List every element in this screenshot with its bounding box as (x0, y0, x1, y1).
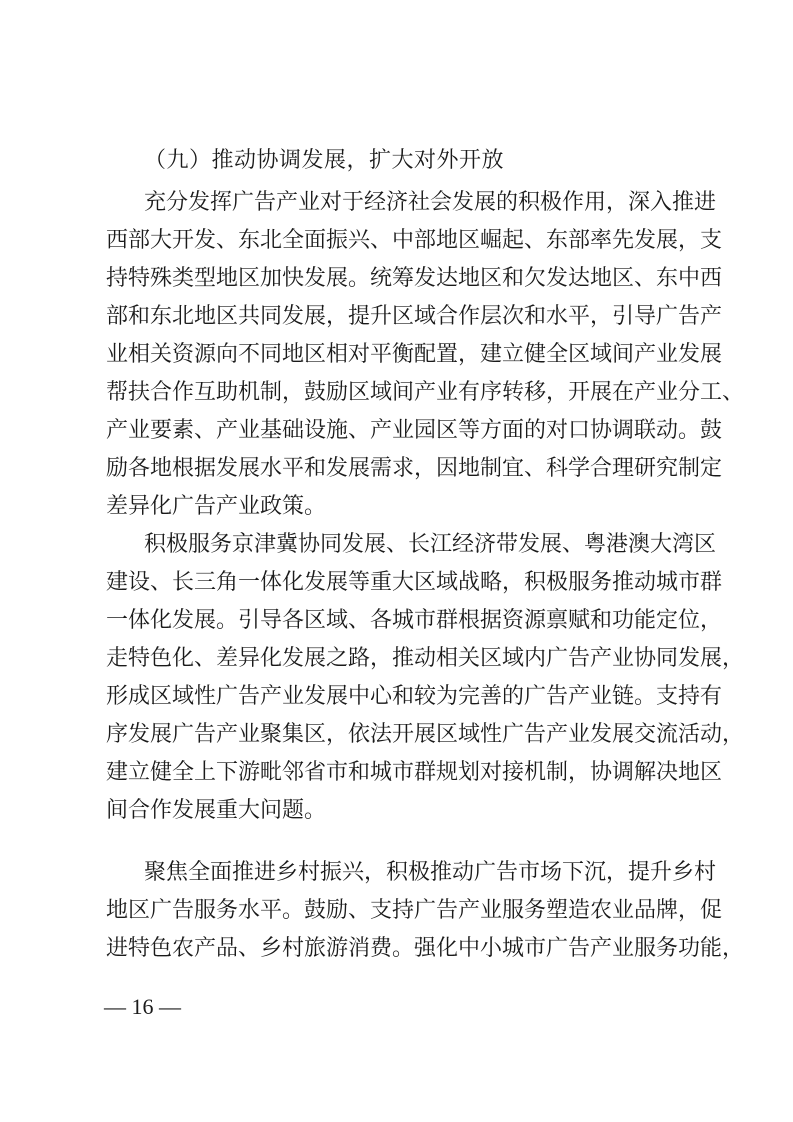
paragraph-2-line-8: 间合作发展重大问题。 (106, 798, 327, 823)
paragraph-2-line-6: 序发展广告产业聚集区，依法开展区域性广告产业发展交流活动， (106, 722, 745, 747)
section-heading: （九）推动协调发展，扩大对外开放 (144, 148, 505, 173)
page-number: — 16 — (104, 994, 181, 1019)
paragraph-1-line-8: 励各地根据发展水平和发展需求，因地制宜、科学合理研究制定 (106, 456, 723, 481)
paragraph-1-line-5: 业相关资源向不同地区相对平衡配置，建立健全区域间产业发展 (106, 342, 723, 367)
paragraph-2-line-2: 建设、长三角一体化发展等重大区域战略，积极服务推动城市群 (106, 570, 723, 595)
paragraph-1-line-9: 差异化广告产业政策。 (106, 494, 327, 519)
paragraph-1-line-6: 帮扶合作互助机制，鼓励区域间产业有序转移，开展在产业分工、 (106, 380, 745, 405)
paragraph-1-line-7: 产业要素、产业基础设施、产业园区等方面的对口协调联动。鼓 (106, 418, 723, 443)
paragraph-3-line-2: 地区广告服务水平。鼓励、支持广告产业服务塑造农业品牌，促 (106, 898, 723, 923)
paragraph-1-line-3: 持特殊类型地区加快发展。统筹发达地区和欠发达地区、东中西 (106, 266, 723, 291)
paragraph-2-line-3: 一体化发展。引导各区域、各城市群根据资源禀赋和功能定位， (106, 608, 723, 633)
paragraph-2-line-7: 建立健全上下游毗邻省市和城市群规划对接机制，协调解决地区 (106, 760, 723, 785)
paragraph-3-line-1: 聚焦全面推进乡村振兴，积极推动广告市场下沉，提升乡村 (144, 860, 717, 885)
paragraph-1-line-2: 西部大开发、东北全面振兴、中部地区崛起、东部率先发展，支 (106, 228, 723, 253)
paragraph-1-line-4: 部和东北地区共同发展，提升区域合作层次和水平，引导广告产 (106, 304, 723, 329)
paragraph-1-line-1: 充分发挥广告产业对于经济社会发展的积极作用，深入推进 (144, 190, 717, 215)
paragraph-3-line-3: 进特色农产品、乡村旅游消费。强化中小城市广告产业服务功能， (106, 936, 745, 961)
paragraph-2-line-4: 走特色化、差异化发展之路，推动相关区域内广告产业协同发展， (106, 646, 745, 671)
paragraph-2-line-5: 形成区域性广告产业发展中心和较为完善的广告产业链。支持有 (106, 684, 723, 709)
paragraph-2-line-1: 积极服务京津冀协同发展、长江经济带发展、粤港澳大湾区 (144, 532, 717, 557)
